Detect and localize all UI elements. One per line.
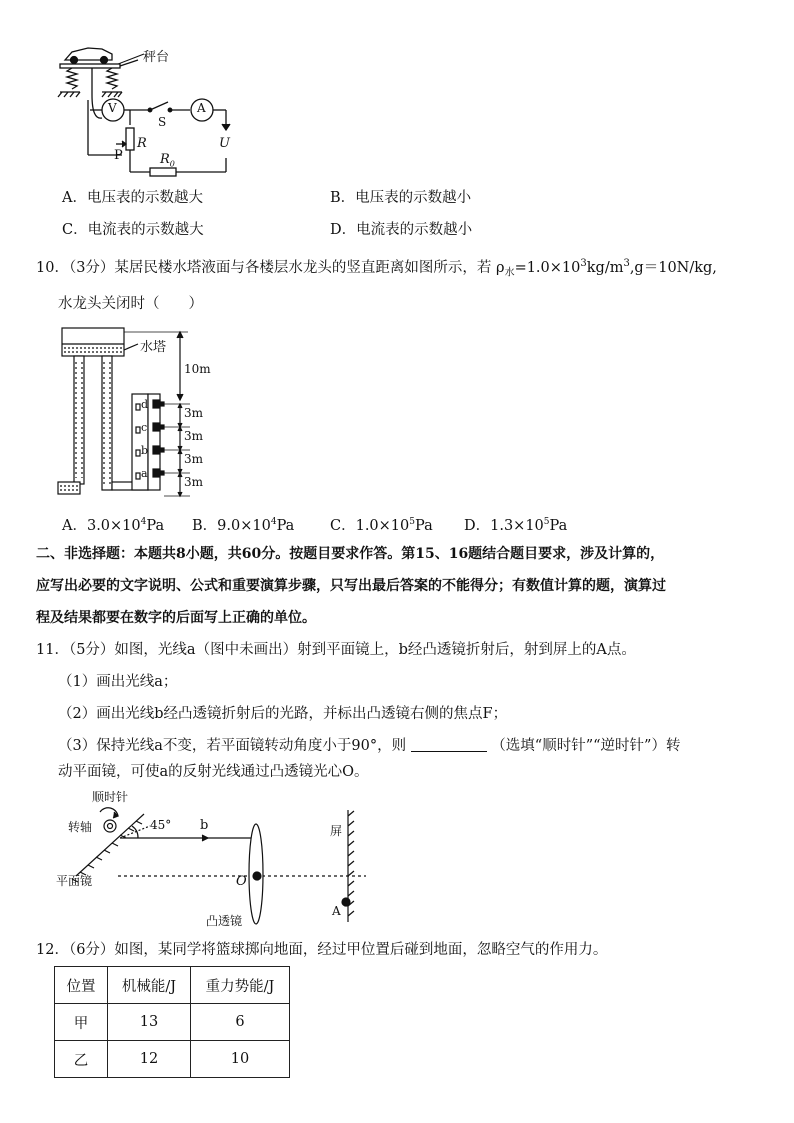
tap-c-label: c	[141, 421, 148, 434]
table-header: 重力势能/J	[191, 967, 290, 1004]
floor-gap-label-1: 3m	[184, 406, 204, 420]
table-cell: 10	[191, 1041, 290, 1078]
water-tower-label: 水塔	[140, 340, 167, 355]
q11-part3: （3）保持光线a不变，若平面镜转动角度小于90°，则 （选填“顺时针”“逆时针”）转	[58, 738, 681, 754]
switch-label: S	[158, 115, 167, 129]
q10-option-a: A．$3.0\times 10^4Pa$	[62, 517, 165, 534]
q9-option-d: D．电流表的示数越小	[330, 222, 473, 238]
pivot-axis-label: 转轴	[68, 820, 93, 834]
tap-a-label: a	[141, 467, 148, 480]
table-header: 位置	[55, 967, 108, 1004]
q11-part2: （2）画出光线b经凸透镜折射后的光路，并标出凸透镜右侧的焦点F；	[58, 706, 508, 722]
clockwise-label: 顺时针	[92, 790, 129, 804]
ammeter-label: A	[197, 101, 206, 115]
screen-label: 屏	[330, 824, 343, 838]
table-cell: 13	[108, 1004, 191, 1041]
q10-option-d: D．$1.3\times 10^5Pa$	[464, 517, 568, 534]
table-cell: 乙	[55, 1041, 108, 1078]
table-row	[55, 1004, 290, 1041]
scale-label: 秤台	[143, 50, 170, 65]
q12-stem: 12．（6分）如图，某同学将篮球掷向地面，经过甲位置后碰到地面，忽略空气的作用力。	[36, 942, 608, 958]
tap-b-label: b	[141, 444, 149, 457]
optical-center-o-label: O	[236, 874, 247, 889]
section2-line1: 二、非选择题：本题共8小题，共60分。按题目要求作答。第15、16题结合题目要求，涉及计算的，	[36, 546, 665, 562]
ray-b-label: b	[200, 818, 209, 833]
section2-line3: 程及结果都要在数字的后面写上正确的单位。	[36, 610, 316, 626]
distance-10m-label: 10m	[184, 362, 211, 376]
q11-part3-line2: 动平面镜，可使a的反射光线通过凸透镜光心O。	[58, 764, 369, 780]
plane-mirror-label: 平面镜	[56, 874, 93, 888]
resistor-r-label: R	[137, 136, 147, 151]
tap-d-label: d	[141, 398, 149, 411]
slider-p-label: P	[114, 148, 123, 163]
q11-answer-blank[interactable]	[411, 737, 487, 752]
q10-stem-line2: 水龙头关闭时（ ）	[58, 296, 203, 312]
q12-energy-table	[54, 966, 290, 1078]
table-cell: 甲	[55, 1004, 108, 1041]
q11-optics-figure	[56, 790, 376, 932]
floor-gap-label-4: 3m	[184, 475, 204, 489]
q10-stem: 10．（3分）某居民楼水塔液面与各楼层水龙头的竖直距离如图所示，若 $\rho_水=1.0\times 10^3kg/m^3,g=10N/kg$,	[36, 258, 717, 279]
convex-lens-label: 凸透镜	[206, 914, 243, 928]
voltage-u-label: U	[219, 136, 230, 151]
table-row	[55, 1041, 290, 1078]
q10-option-c: C．$1.0\times 10^5Pa$	[330, 517, 433, 534]
floor-gap-label-2: 3m	[184, 429, 204, 443]
angle-45-label: 45°	[150, 818, 172, 832]
section2-line2: 应写出必要的文字说明、公式和重要演算步骤，只写出最后答案的不能得分；有数值计算的题，演算过	[36, 578, 666, 594]
q10-option-b: B．$9.0\times 10^4Pa$	[192, 517, 295, 534]
table-header: 机械能/J	[108, 967, 191, 1004]
table-cell: 12	[108, 1041, 191, 1078]
point-a-label: A	[332, 904, 341, 918]
q9-option-a: A．电压表的示数越大	[62, 190, 203, 206]
voltmeter-label: V	[108, 101, 117, 115]
table-cell: 6	[191, 1004, 290, 1041]
q9-option-b: B．电压表的示数越小	[330, 190, 472, 206]
q11-part1: （1）画出光线a；	[58, 674, 178, 690]
q9-option-c: C．电流表的示数越大	[62, 222, 204, 238]
resistor-r0-label: $R_0$	[160, 152, 175, 169]
table-header-row	[55, 967, 290, 1004]
q11-stem: 11．（5分）如图，光线a（图中未画出）射到平面镜上，b经凸透镜折射后，射到屏上的A点。	[36, 642, 636, 658]
floor-gap-label-3: 3m	[184, 452, 204, 466]
